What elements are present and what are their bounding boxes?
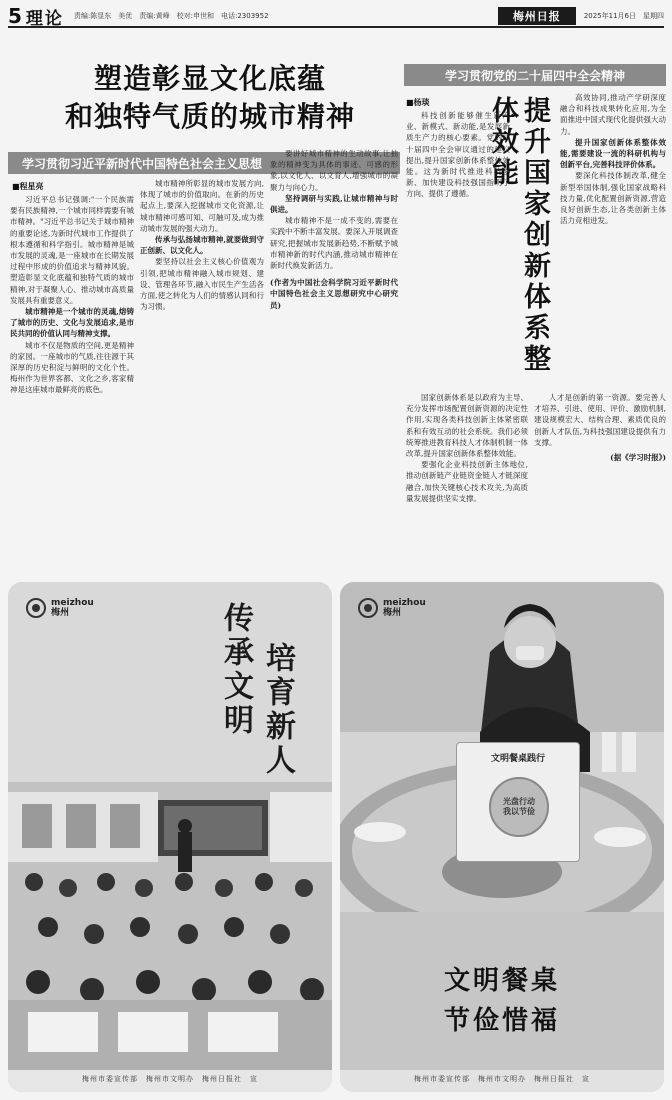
masthead: [8, 6, 664, 28]
section-name: 理论: [25, 8, 64, 29]
paragraph: 科技创新能够催生新产业、新模式、新动能,是发展新质生产力的核心要素。党的二十届四中全会审议通过的建议提出,提升国家创新体系整体效能。这为新时代推进科技创新、加快建设科技强国指明了方向、提供了遵循。: [406, 111, 510, 199]
paragraph: 要强化企业科技创新主体地位,推动创新链产业链资金链人才链深度融合,加快关键核心技术攻关,为高质量发展提供坚实支撑。: [406, 460, 528, 503]
section-banner-right: 学习贯彻党的二十届四中全会精神: [404, 64, 666, 86]
subheading: 传承与弘扬城市精神,就要做到守正创新、以文化人。: [140, 235, 264, 256]
headline-line-2: 和独特气质的城市精神: [64, 100, 355, 133]
paragraph: 城市精神不是一成不变的,需要在实践中不断丰富发展。要深入开展调查研究,把握城市发展新趋势,不断赋予城市精神新的时代内涵,推动城市精神在新时代焕发新活力。: [270, 216, 398, 271]
slogan-column-1: 传承文明: [218, 602, 253, 738]
paragraph: 高效协同,推动产学研深度融合和科技成果转化应用,为全面推进中国式现代化提供强大动力。: [560, 93, 666, 136]
logo-chinese: 梅州: [51, 608, 70, 618]
article-author-right: ■杨琰: [406, 98, 430, 107]
paragraph: 城市不仅是物质的空间,更是精神的家园。一座城市的气质,往往源于其深厚的历史积淀与鲜明的文化个性。梅州作为世界客都、文化之乡,客家精神是这座城市最鲜亮的底色。: [10, 340, 134, 395]
poster-footer: 梅州市委宣传部 梅州市文明办 梅州日报社 宣: [82, 1075, 258, 1083]
page-number: 5: [8, 4, 22, 28]
right-column-2: [406, 392, 528, 572]
badge-line-2: 我以节俭: [503, 807, 535, 816]
poster-footer-2: 梅州市委宣传部 梅州市文明办 梅州日报社 宣: [414, 1075, 590, 1083]
caption-line-2: 节俭惜福: [443, 1006, 560, 1036]
flower-logo-icon: [26, 598, 46, 618]
paragraph: 要讲好城市精神的生动故事,让抽象的精神变为具体的事迹、可感的形象,以文化人、以文育人,增强城市的凝聚力与向心力。: [270, 149, 398, 192]
city-logo: [26, 598, 94, 618]
paper-logo: 梅州日报: [498, 7, 576, 25]
paragraph: 习近平总书记强调:"一个民族需要有民族精神,一个城市同样需要有城市精神。"习近平总书记关于城市精神的重要论述,为新时代城市工作提供了根本遵循和科学指引。城市精神是城市发展的灵魂,是一座城市在长期发展过程中形成的价值追求与精神风貌。塑造彰显文化底蕴和独特气质的城市精神,对于凝聚人心、推动城市高质量发展具有重要意义。: [10, 195, 134, 305]
article-credit-right: (据《学习时报》): [610, 453, 666, 463]
paragraph: 城市精神所彰显的城市发展方向,体现了城市的价值取向。在新的历史起点上,要深入挖掘城市文化资源,让城市精神可感可知、可触可及,成为推动城市发展的强大动力。: [140, 179, 264, 233]
slogan-column-2: 培育新人: [260, 642, 295, 778]
poster-civilization: [8, 582, 332, 1092]
logo-latin: meizhou: [51, 598, 94, 608]
logo-chinese: 梅州: [383, 608, 402, 618]
logo-latin: meizhou: [383, 598, 426, 608]
article-credit: (作者为中国社会科学院习近平新时代中国特色社会主义思想研究中心研究员): [270, 278, 398, 310]
article-column-3: [270, 148, 398, 572]
placard-title: 文明餐桌践行: [490, 754, 545, 764]
article-author: ■程星亮: [12, 182, 44, 191]
placard-badge: [489, 777, 549, 837]
right-column-1: [406, 110, 510, 390]
paragraph: 要深化科技体制改革,健全新型举国体制,强化国家战略科技力量,优化配置创新资源,营造良好创新生态,让各类创新主体活力竞相迸发。: [560, 171, 666, 226]
right-column-4: [534, 392, 666, 572]
staff-line: 责编:陈显东 美优 责编:黄峰 校对:申世和 电话:2303952: [73, 12, 269, 20]
flower-logo-icon: [358, 598, 378, 618]
paragraph: 人才是创新的第一资源。要完善人才培养、引进、使用、评价、激励机制,建设规模宏大、结构合理、素质优良的创新人才队伍,为科技强国建设提供有力支撑。: [534, 393, 666, 447]
right-column-3: [560, 92, 666, 392]
poster-dining: [340, 582, 664, 1092]
subheading: 坚持调研与实践,让城市精神与时俱进。: [270, 193, 398, 215]
headline-line-1: 塑造彰显文化底蕴: [93, 62, 326, 95]
badge-line-1: 光盘行动: [503, 797, 535, 806]
subheading: 城市精神是一个城市的灵魂,熔铸了城市的历史、文化与发展追求,是市民共同的价值认同与精神支撑。: [10, 307, 134, 339]
city-logo-2: [358, 598, 426, 618]
article-column-1: [10, 194, 134, 570]
article-title-vertical: 提升国家创新体系整体效能: [487, 96, 550, 375]
article-column-2: [140, 148, 264, 572]
issue-date: 2025年11月6日 星期四: [583, 12, 664, 20]
section-banner: 学习贯彻习近平新时代中国特色社会主义思想: [8, 152, 400, 174]
paragraph: 要坚持以社会主义核心价值观为引领,把城市精神融入城市规划、建设、管理各环节,融入市民生产生活各方面,使之转化为人们的情感认同和行为习惯。: [140, 257, 264, 312]
article-headline: [20, 60, 400, 136]
subheading: 提升国家创新体系整体效能,需要建设一流的科研机构与创新平台,完善科技评价体系。: [560, 137, 666, 170]
paragraph: 国家创新体系是以政府为主导、充分发挥市场配置创新资源的决定性作用,实现各类科技创新主体紧密联系和有效互动的社会系统。我们必须统筹推进教育科技人才体制机制一体改革,提升国家创新体系整体效能。: [406, 393, 528, 459]
caption-line-1: 文明餐桌: [443, 966, 560, 996]
dining-placard: [456, 742, 580, 862]
